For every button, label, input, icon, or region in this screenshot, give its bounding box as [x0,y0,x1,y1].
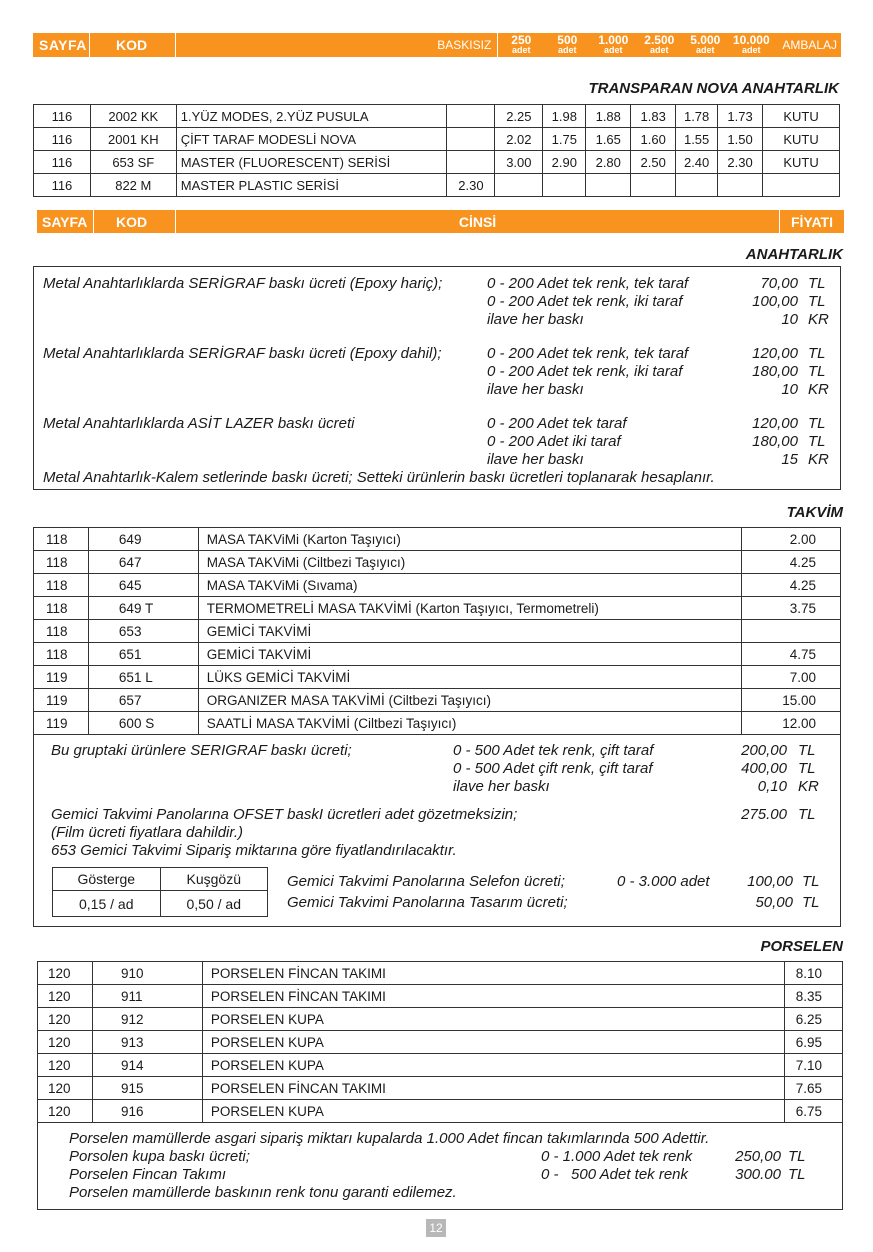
cell-price-1000: 1.65 [586,128,631,151]
cell-fiyat: 7.10 [784,1054,842,1077]
anahtarlik-unit: TL [808,433,826,450]
takvim-serigraf-desc: 0 - 500 Adet tek renk, çift taraf [453,742,654,759]
cell-price-250: 2.25 [495,105,543,128]
anahtarlik-price: 180,00 [752,363,798,380]
takvim-selefon-price: 100,00 [747,873,793,890]
cell-price-5000: 1.78 [676,105,718,128]
takvim-serigraf-unit: TL [798,760,816,777]
cell-sayfa: 118 [34,597,89,620]
cell-cins: PORSELEN KUPA [202,1054,784,1077]
cell-price-250: 2.02 [495,128,543,151]
table-row [38,1077,843,1100]
anahtarlik-price: 10 [781,381,798,398]
table-row [34,597,841,620]
cell-ambalaj: KUTU [763,105,840,128]
cell-kod: 647 [88,551,198,574]
table-row [38,1031,843,1054]
cell-price-500: 2.90 [543,151,586,174]
anahtarlik-unit: KR [808,451,829,468]
anahtarlik-price: 70,00 [760,275,798,292]
porselen-fincan-unit: TL [788,1166,806,1183]
cell-ambalaj: KUTU [763,128,840,151]
cell-sayfa: 119 [34,666,89,689]
cell-cins: PORSELEN FİNCAN TAKIMI [202,985,784,1008]
anahtarlik-unit: KR [808,381,829,398]
cell-cins: ORGANIZER MASA TAKVİMİ (Ciltbezi Taşıyıcı) [198,689,741,712]
cell-cins: SAATLİ MASA TAKVİMİ (Ciltbezi Taşıyıcı) [198,712,741,735]
table-row [34,528,841,551]
cell-fiyat: 4.75 [742,643,841,666]
takvim-tasarim-price: 50,00 [755,894,793,911]
cell-sayfa: 120 [38,1031,93,1054]
table-row [34,151,840,174]
anahtarlik-price: 10 [781,311,798,328]
cell-price-10000: 1.50 [718,128,763,151]
cell-sayfa: 119 [34,689,89,712]
porselen-fincan-label: Porselen Fincan Takımı [69,1166,227,1183]
table-row [34,551,841,574]
anahtarlik-unit: KR [808,311,829,328]
cell-sayfa: 120 [38,962,93,985]
takvim-tasarim-unit: TL [802,894,820,911]
cell-fiyat: 2.00 [742,528,841,551]
product-table-header [37,210,844,233]
table-row [38,962,843,985]
anahtarlik-price: 100,00 [752,293,798,310]
page-number: 12 [426,1219,446,1237]
kusgozu-header: Kuşgözü [160,868,267,891]
anahtarlik-box [33,266,841,490]
cell-cins: TERMOMETRELİ MASA TAKVİMİ (Karton Taşıyıcı, Termometreli) [198,597,741,620]
cell-sayfa: 118 [34,643,89,666]
cell-price-500: 1.98 [543,105,586,128]
cell-fiyat: 7.00 [742,666,841,689]
anahtarlik-desc: 0 - 200 Adet tek renk, iki taraf [487,363,683,380]
table-row [34,666,841,689]
porselen-fincan-price: 300.00 [735,1166,781,1183]
anahtarlik-price: 120,00 [752,345,798,362]
takvim-table [33,527,841,735]
cell-price-5000 [676,174,718,197]
cell-cins: PORSELEN KUPA [202,1031,784,1054]
section-title-takvim: TAKVİM [786,504,843,521]
cell-fiyat [742,620,841,643]
cell-sayfa: 120 [38,1100,93,1123]
cell-sayfa: 118 [34,574,89,597]
cell-kod: 653 SF [90,151,176,174]
table-row [38,1054,843,1077]
cell-cins: MASTER PLASTIC SERİSİ [176,174,447,197]
cell-kod: 657 [88,689,198,712]
takvim-serigraf-unit: TL [798,742,816,759]
anahtarlik-unit: TL [808,275,826,292]
porselen-note-renk: Porselen mamüllerde baskının renk tonu garanti edilemez. [69,1184,457,1201]
takvim-serigraf-label: Bu gruptaki ürünlere SERIGRAF baskı ücreti; [51,742,352,759]
cell-cins: MASA TAKViMi (Sıvama) [198,574,741,597]
table-row [38,1100,843,1123]
header-qty-2500: 2.500 adet [644,33,675,55]
section-title-porselen: PORSELEN [760,938,843,955]
gosterge-header: Gösterge [53,868,161,891]
cell-kod: 653 [88,620,198,643]
price-table-header [33,33,841,57]
cell-sayfa: 119 [34,712,89,735]
porselen-kupa-label: Porsolen kupa baskı ücreti; [69,1148,250,1165]
cell-cins: PORSELEN FİNCAN TAKIMI [202,1077,784,1100]
cell-baskisiz [447,128,495,151]
cell-kod: 2002 KK [90,105,176,128]
cell-sayfa: 116 [34,105,91,128]
cell-kod: 911 [92,985,202,1008]
cell-sayfa: 116 [34,151,91,174]
anahtarlik-price: 180,00 [752,433,798,450]
cell-price-250: 3.00 [495,151,543,174]
anahtarlik-desc: ilave her baskı [487,311,584,328]
cell-kod: 912 [92,1008,202,1031]
anahtarlik-unit: TL [808,345,826,362]
porselen-kupa-desc: 0 - 1.000 Adet tek renk [541,1148,693,1165]
cell-fiyat: 3.75 [742,597,841,620]
cell-baskisiz [447,151,495,174]
cell-baskisiz [447,105,495,128]
cell-price-5000: 1.55 [676,128,718,151]
header-spacer [176,33,437,57]
header2-fiyati: FİYATI [790,213,833,230]
header2-kod: KOD [94,210,176,233]
header-qty-500: 500 adet [557,33,578,55]
header-qty-1000: 1.000 adet [598,33,629,55]
gosterge-value: 0,15 / ad [53,891,161,917]
cell-kod: 651 L [88,666,198,689]
cell-cins: 1.YÜZ MODES, 2.YÜZ PUSULA [176,105,447,128]
cell-fiyat: 7.65 [784,1077,842,1100]
cell-cins: PORSELEN FİNCAN TAKIMI [202,962,784,985]
table-row [34,574,841,597]
cell-kod: 2001 KH [90,128,176,151]
cell-cins: PORSELEN KUPA [202,1008,784,1031]
takvim-serigraf-desc: 0 - 500 Adet çift renk, çift taraf [453,760,653,777]
anahtarlik-label: Metal Anahtarlıklarda SERİGRAF baskı ücreti (Epoxy dahil); [43,345,442,362]
anahtarlik-desc: 0 - 200 Adet tek renk, tek taraf [487,345,689,362]
takvim-selefon-unit: TL [802,873,820,890]
header-sayfa: SAYFA [33,33,90,57]
cell-cins: MASTER (FLUORESCENT) SERİSİ [176,151,447,174]
cell-kod: 649 T [88,597,198,620]
takvim-film-note: (Film ücreti fiyatlara dahildir.) [51,824,243,841]
cell-price-1000 [586,174,631,197]
cell-fiyat: 6.75 [784,1100,842,1123]
anahtarlik-desc: 0 - 200 Adet tek renk, iki taraf [487,293,683,310]
anahtarlik-label: Metal Anahtarlıklarda ASİT LAZER baskı ücreti [43,415,355,432]
takvim-serigraf-desc: ilave her baskı [453,778,550,795]
cell-price-2500: 1.83 [631,105,676,128]
anahtarlik-desc: 0 - 200 Adet iki taraf [487,433,621,450]
cell-fiyat: 4.25 [742,551,841,574]
transparan-table [33,104,840,197]
kusgozu-value: 0,50 / ad [160,891,267,917]
anahtarlik-unit: TL [808,363,826,380]
table-row [34,689,841,712]
cell-price-250 [495,174,543,197]
table-row [34,128,840,151]
cell-price-1000: 2.80 [586,151,631,174]
cell-price-2500: 2.50 [631,151,676,174]
cell-fiyat: 6.95 [784,1031,842,1054]
takvim-serigraf-price: 400,00 [741,760,787,777]
header-qty-5000: 5.000 adet [690,33,721,55]
takvim-serigraf-unit: KR [798,778,819,795]
cell-sayfa: 116 [34,128,91,151]
cell-cins: LÜKS GEMİCİ TAKVİMİ [198,666,741,689]
cell-sayfa: 120 [38,1054,93,1077]
cell-price-10000: 2.30 [718,151,763,174]
cell-sayfa: 118 [34,528,89,551]
porselen-table [37,961,843,1123]
takvim-ofset-price: 275.00 [741,806,787,823]
cell-price-2500: 1.60 [631,128,676,151]
cell-price-500 [543,174,586,197]
takvim-serigraf-price: 0,10 [757,778,787,795]
anahtarlik-desc: 0 - 200 Adet tek renk, tek taraf [487,275,689,292]
cell-fiyat: 12.00 [742,712,841,735]
cell-sayfa: 120 [38,1077,93,1100]
cell-price-2500 [631,174,676,197]
anahtarlik-desc: ilave her baskı [487,381,584,398]
cell-fiyat: 6.25 [784,1008,842,1031]
table-row [34,643,841,666]
anahtarlik-note: Metal Anahtarlık-Kalem setlerinde baskı ücreti; Setteki ürünlerin baskı ücretleri toplanarak hesaplanır. [43,469,715,486]
header-kod: KOD [90,33,176,57]
table-row [34,174,840,197]
anahtarlik-unit: TL [808,415,826,432]
table-row [34,105,840,128]
header2-cinsi: CİNSİ [176,210,780,233]
cell-ambalaj: KUTU [763,151,840,174]
cell-kod: 914 [92,1054,202,1077]
cell-kod: 651 [88,643,198,666]
header2-sayfa: SAYFA [37,210,94,233]
table-row [34,712,841,735]
cell-sayfa: 116 [34,174,91,197]
takvim-siparis-note: 653 Gemici Takvimi Sipariş miktarına göre fiyatlandırılacaktır. [51,842,457,859]
table-row [38,985,843,1008]
anahtarlik-price: 120,00 [752,415,798,432]
header-baskisiz: BASKISIZ [437,33,498,57]
cell-cins: GEMİCİ TAKVİMİ [198,643,741,666]
cell-cins: GEMİCİ TAKVİMİ [198,620,741,643]
cell-kod: 913 [92,1031,202,1054]
takvim-tasarim-label: Gemici Takvimi Panolarına Tasarım ücreti; [287,894,568,911]
header-qty-10000: 10.000 adet [732,33,770,55]
cell-fiyat: 8.35 [784,985,842,1008]
anahtarlik-unit: TL [808,293,826,310]
cell-price-10000 [718,174,763,197]
cell-sayfa: 118 [34,620,89,643]
porselen-fincan-desc: 0 - 500 Adet tek renk [541,1166,689,1183]
takvim-selefon-qty: 0 - 3.000 adet [617,873,710,890]
cell-cins: MASA TAKViMi (Karton Taşıyıcı) [198,528,741,551]
cell-price-5000: 2.40 [676,151,718,174]
porselen-kupa-price: 250,00 [735,1148,781,1165]
table-row [34,620,841,643]
cell-cins: ÇİFT TARAF MODESLİ NOVA [176,128,447,151]
cell-ambalaj [763,174,840,197]
header-ambalaj: AMBALAJ [782,38,837,52]
cell-kod: 645 [88,574,198,597]
anahtarlik-desc: 0 - 200 Adet tek taraf [487,415,627,432]
cell-sayfa: 120 [38,985,93,1008]
cell-sayfa: 120 [38,1008,93,1031]
anahtarlik-desc: ilave her baskı [487,451,584,468]
cell-kod: 915 [92,1077,202,1100]
gosterge-kusgozu-table [52,867,268,917]
cell-fiyat: 4.25 [742,574,841,597]
cell-kod: 649 [88,528,198,551]
porselen-note-asgari: Porselen mamüllerde asgari sipariş miktarı kupalarda 1.000 Adet fincan takımlarında 500 Adettir. [69,1130,710,1147]
table-row [53,891,268,917]
cell-price-10000: 1.73 [718,105,763,128]
section-title-anahtarlik: ANAHTARLIK [745,246,843,263]
anahtarlik-label: Metal Anahtarlıklarda SERİGRAF baskı ücreti (Epoxy hariç); [43,275,443,292]
cell-price-1000: 1.88 [586,105,631,128]
takvim-serigraf-price: 200,00 [741,742,787,759]
cell-baskisiz: 2.30 [447,174,495,197]
cell-sayfa: 118 [34,551,89,574]
cell-cins: MASA TAKViMi (Ciltbezi Taşıyıcı) [198,551,741,574]
cell-kod: 910 [92,962,202,985]
anahtarlik-price: 15 [781,451,798,468]
takvim-ofset-unit: TL [798,806,816,823]
takvim-ofset-label: Gemici Takvimi Panolarına OFSET baskI ücretleri adet gözetmeksizin; [51,806,518,823]
table-row [38,1008,843,1031]
cell-fiyat: 8.10 [784,962,842,985]
porselen-kupa-unit: TL [788,1148,806,1165]
header-qty-250: 250 adet [511,33,532,55]
cell-fiyat: 15.00 [742,689,841,712]
cell-kod: 916 [92,1100,202,1123]
cell-price-500: 1.75 [543,128,586,151]
cell-cins: PORSELEN KUPA [202,1100,784,1123]
section-title-transparan: TRANSPARAN NOVA ANAHTARLIK [588,80,839,97]
cell-kod: 822 M [90,174,176,197]
takvim-selefon-label: Gemici Takvimi Panolarına Selefon ücreti; [287,873,565,890]
table-row [53,868,268,891]
cell-kod: 600 S [88,712,198,735]
